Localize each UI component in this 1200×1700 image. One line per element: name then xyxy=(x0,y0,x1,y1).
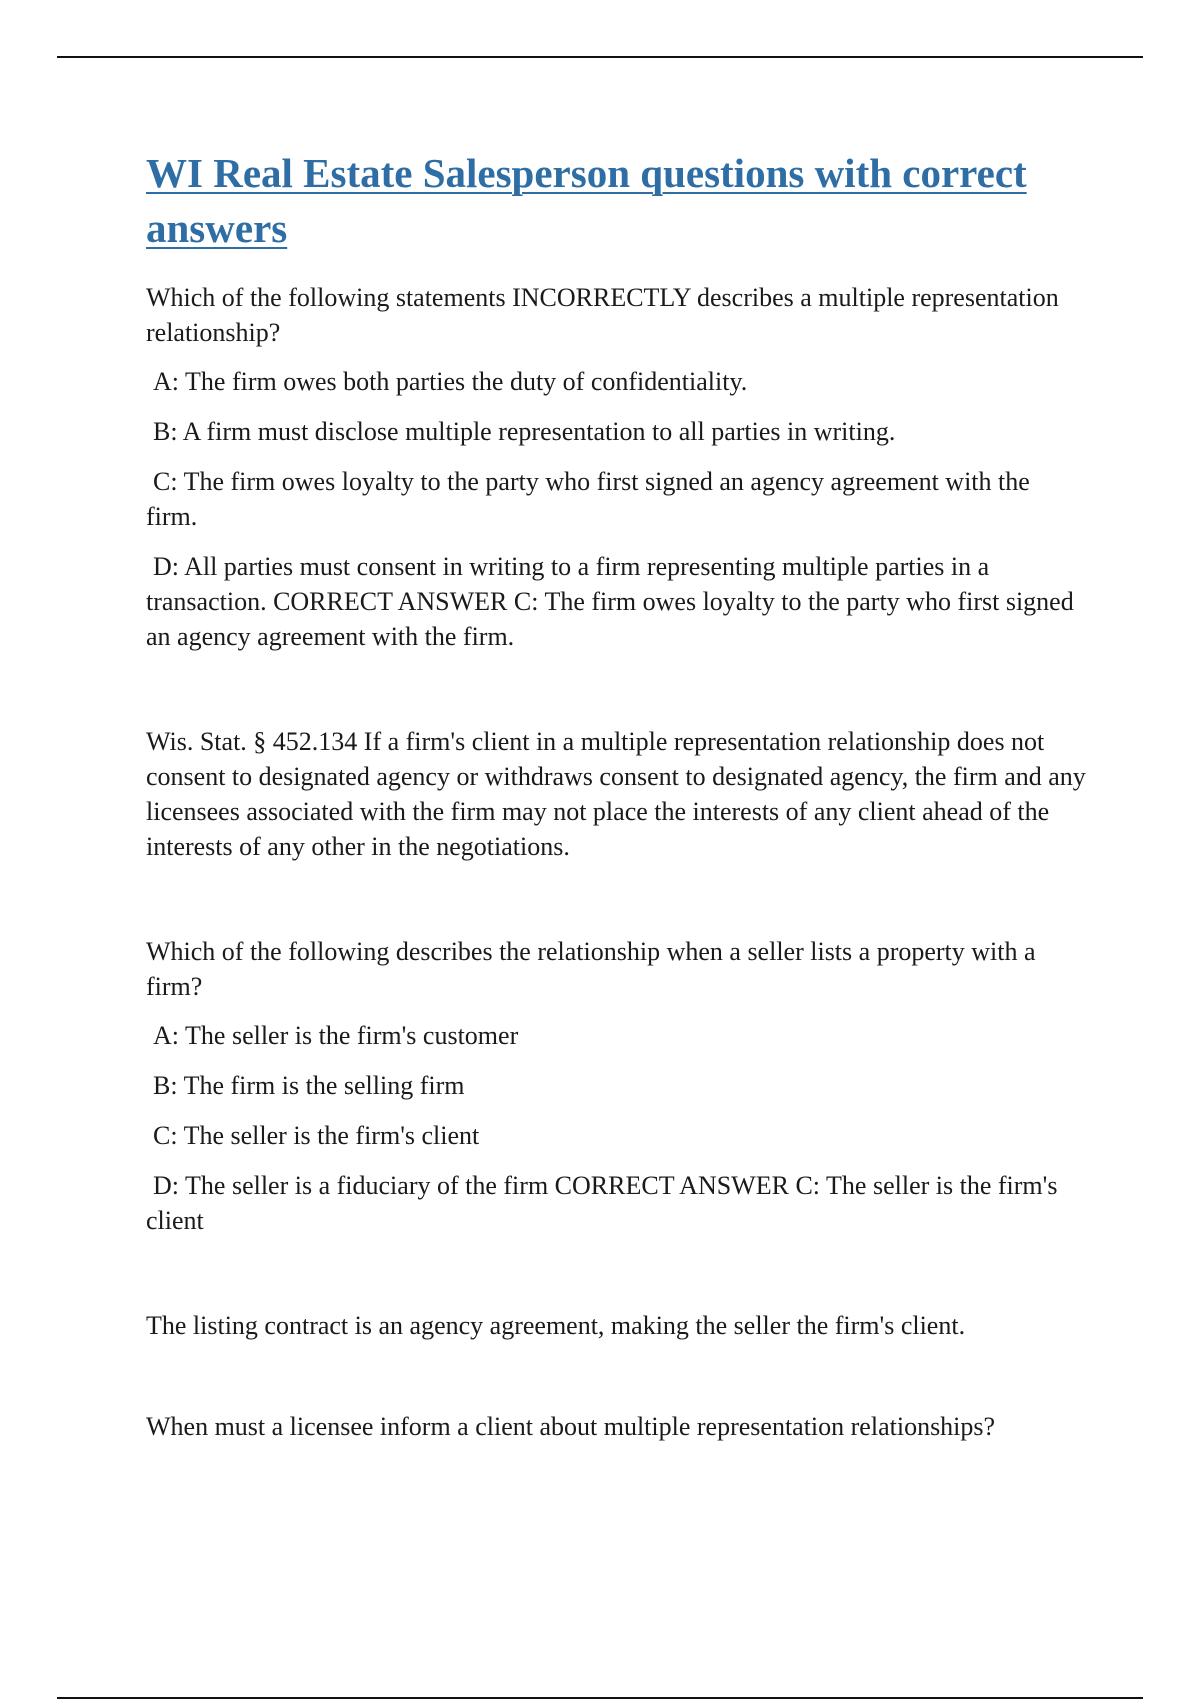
answer-option-b: B: A firm must disclose multiple representation to all parties in writing. xyxy=(153,417,896,446)
document-body xyxy=(146,146,1086,1458)
answer-explanation: The listing contract is an agency agreement, making the seller the firm's client. xyxy=(146,1311,966,1340)
answer-option-a: A: The firm owes both parties the duty of confidentiality. xyxy=(153,367,748,396)
question-block-1 xyxy=(146,280,1086,864)
answer-option-c: C: The seller is the firm's client xyxy=(153,1121,480,1150)
answer-option-d: D: All parties must consent in writing to a firm representing multiple parties in a transaction. CORRECT ANSWER C: The firm owes loyalty to the party who first signed an agency agreement with the firm. xyxy=(146,552,1074,651)
answer-option-c: C: The firm owes loyalty to the party who first signed an agency agreement with the firm. xyxy=(146,467,1030,531)
question-text: When must a licensee inform a client about multiple representation relationships? xyxy=(146,1412,996,1441)
bottom-divider xyxy=(57,1697,1143,1699)
top-divider xyxy=(57,56,1143,58)
answer-option-d: D: The seller is a fiduciary of the firm CORRECT ANSWER C: The seller is the firm's client xyxy=(146,1171,1058,1235)
document-title[interactable]: WI Real Estate Salesperson questions with correct answers xyxy=(146,150,1027,251)
answer-explanation: Wis. Stat. § 452.134 If a firm's client in a multiple representation relationship does not consent to designated agency or withdraws consent to designated agency, the firm and any licensees associated with the firm may not place the interests of any client ahead of the interests of any other in the negotiations. xyxy=(146,727,1086,861)
question-block-2 xyxy=(146,934,1086,1343)
question-block-3 xyxy=(146,1409,1086,1444)
answer-option-a: A: The seller is the firm's customer xyxy=(153,1021,519,1050)
answer-option-b: B: The firm is the selling firm xyxy=(153,1071,465,1100)
question-text: Which of the following describes the relationship when a seller lists a property with a firm? xyxy=(146,937,1036,1001)
question-text: Which of the following statements INCORRECTLY describes a multiple representation relationship? xyxy=(146,283,1059,347)
